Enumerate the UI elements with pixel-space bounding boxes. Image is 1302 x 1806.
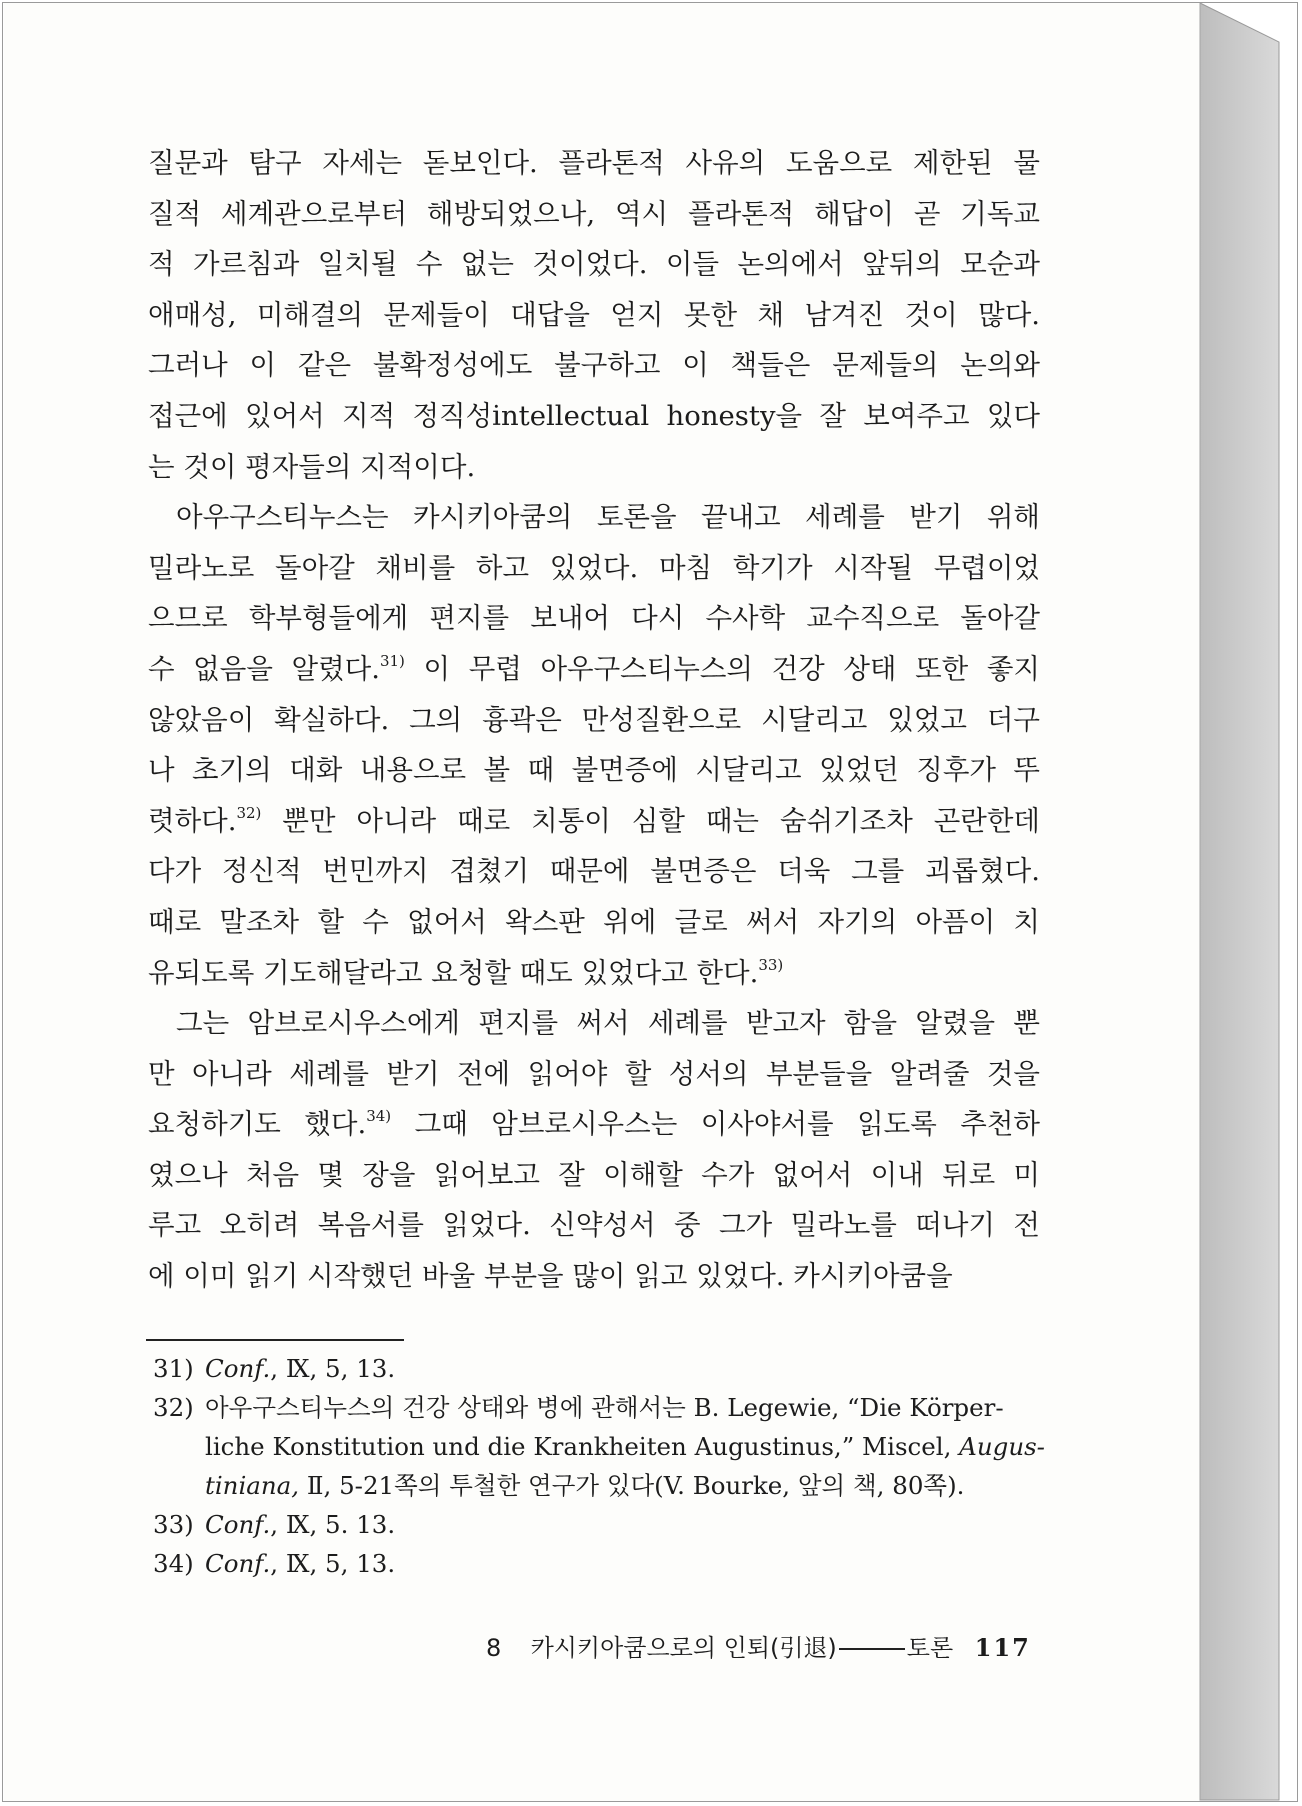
text-line: 않았음이 확실하다. 그의 흉곽은 만성질환으로 시달리고 있었고 더구	[148, 703, 1040, 736]
text-line: 접근에 있어서 지적 정직성intellectual honesty을 잘 보여주고 있다	[148, 399, 1040, 432]
text-line: 루고 오히려 복음서를 읽었다. 신약성서 중 그가 밀라노를 떠나기 전	[148, 1209, 1040, 1242]
text-line: 애매성, 미해결의 문제들이 대답을 얻지 못한 채 남겨진 것이 많다.	[148, 298, 1040, 331]
section-title: 토론	[906, 1634, 954, 1662]
footnote-text: liche Konstitution und die Krankheiten Augustinus,” Miscel,	[205, 1432, 960, 1461]
footnote-number: 32)	[153, 1393, 194, 1422]
text-line: 밀라노로 돌아갈 채비를 하고 있었다. 마침 학기가 시작될 무렵이었	[148, 551, 1040, 584]
text-line: 아우구스티누스는 카시키아쿰의 토론을 끝내고 세례를 받기 위해	[176, 501, 1040, 534]
footnote	[153, 1349, 1045, 1388]
footnote-text: , Ⅸ, 5. 13.	[270, 1510, 396, 1539]
footnote	[153, 1505, 1045, 1544]
text-line	[148, 796, 1040, 847]
footnote-number: 34)	[153, 1549, 194, 1578]
footnotes	[153, 1349, 1045, 1583]
text-line: 만 아니라 세례를 받기 전에 읽어야 할 성서의 부분들을 알려줄 것을	[148, 1057, 1040, 1090]
footnote-number: 31)	[153, 1354, 194, 1383]
footnote-marker: 31)	[379, 651, 405, 670]
running-head	[486, 1628, 1031, 1663]
text-line: 그러나 이 같은 불확정성에도 불구하고 이 책들은 문제들의 논의와	[148, 349, 1040, 382]
text-line: 는 것이 평자들의 지적이다.	[148, 450, 476, 483]
text-line: 때로 말조차 할 수 없어서 왁스판 위에 글로 써서 자기의 아픔이 치	[148, 905, 1040, 938]
footnote-text: , Ⅸ, 5, 13.	[270, 1549, 396, 1578]
text-line: 나 초기의 대화 내용으로 볼 때 불면증에 시달리고 있었던 징후가 뚜	[148, 754, 1040, 787]
footnote-marker: 32)	[236, 803, 262, 822]
italic-citation: tiniana,	[205, 1471, 300, 1500]
text-segment: 렷하다.	[148, 804, 237, 837]
footnote-rule	[146, 1339, 404, 1341]
text-segment: 뿐만 아니라 때로 치통이 심할 때는 숨쉬기조차 곤란한데	[261, 804, 1040, 837]
footnote	[153, 1388, 1045, 1427]
body-text	[148, 138, 1040, 1302]
text-line: 그는 암브로시우스에게 편지를 써서 세례를 받고자 함을 알렸을 뿐	[176, 1007, 1040, 1040]
footnote-text: , Ⅸ, 5, 13.	[270, 1354, 396, 1383]
italic-citation: Conf.	[205, 1549, 271, 1578]
text-line: 적 가르침과 일치될 수 없는 것이었다. 이들 논의에서 앞뒤의 모순과	[148, 248, 1040, 281]
text-segment: 그때 암브로시우스는 이사야서를 읽도록 추천하	[391, 1108, 1040, 1141]
text-line: 질적 세계관으로부터 해방되었으나, 역시 플라톤적 해답이 곧 기독교	[148, 197, 1040, 230]
italic-citation: Augus-	[959, 1432, 1045, 1461]
footnote-continuation	[153, 1427, 1045, 1466]
text-line	[148, 948, 1040, 999]
text-line: 으므로 학부형들에게 편지를 보내어 다시 수사학 교수직으로 돌아갈	[148, 602, 1040, 635]
chapter-title: 카시키아쿰으로의 인퇴(引退)	[530, 1634, 837, 1662]
footnote-marker: 33)	[758, 955, 784, 974]
page-number: 117	[974, 1633, 1031, 1662]
italic-citation: Conf.	[205, 1510, 271, 1539]
dash-separator	[839, 1648, 905, 1650]
text-line	[148, 1099, 1040, 1150]
footnote-continuation	[153, 1466, 1045, 1505]
text-segment: 요청하기도 했다.	[148, 1108, 367, 1141]
footnote-marker: 34)	[366, 1107, 392, 1126]
text-line: 질문과 탐구 자세는 돋보인다. 플라톤적 사유의 도움으로 제한된 물	[148, 147, 1040, 179]
text-line: 였으나 처음 몇 장을 읽어보고 잘 이해할 수가 없어서 이내 뒤로 미	[148, 1158, 1040, 1191]
footnote-text: Ⅱ, 5-21쪽의 투철한 연구가 있다(V. Bourke, 앞의 책, 80쪽).	[299, 1471, 965, 1500]
text-segment: 수 없음을 알렸다.	[148, 652, 380, 685]
footnote-number: 33)	[153, 1510, 194, 1539]
footnote	[153, 1544, 1045, 1583]
text-segment: 이 무렵 아우구스티누스의 건강 상태 또한 좋지	[404, 652, 1040, 685]
italic-citation: Conf.	[205, 1354, 271, 1383]
footnote-text: 아우구스티누스의 건강 상태와 병에 관해서는 B. Legewie, “Die Körper-	[205, 1393, 1004, 1422]
text-line	[148, 644, 1040, 695]
text-line: 에 이미 읽기 시작했던 바울 부분을 많이 읽고 있었다. 카시키아쿰을	[148, 1260, 953, 1293]
text-segment: 유되도록 기도해달라고 요청할 때도 있었다고 한다.	[148, 956, 759, 989]
chapter-number: 8	[486, 1634, 502, 1662]
text-line: 다가 정신적 번민까지 겹쳤기 때문에 불면증은 더욱 그를 괴롭혔다.	[148, 855, 1040, 888]
